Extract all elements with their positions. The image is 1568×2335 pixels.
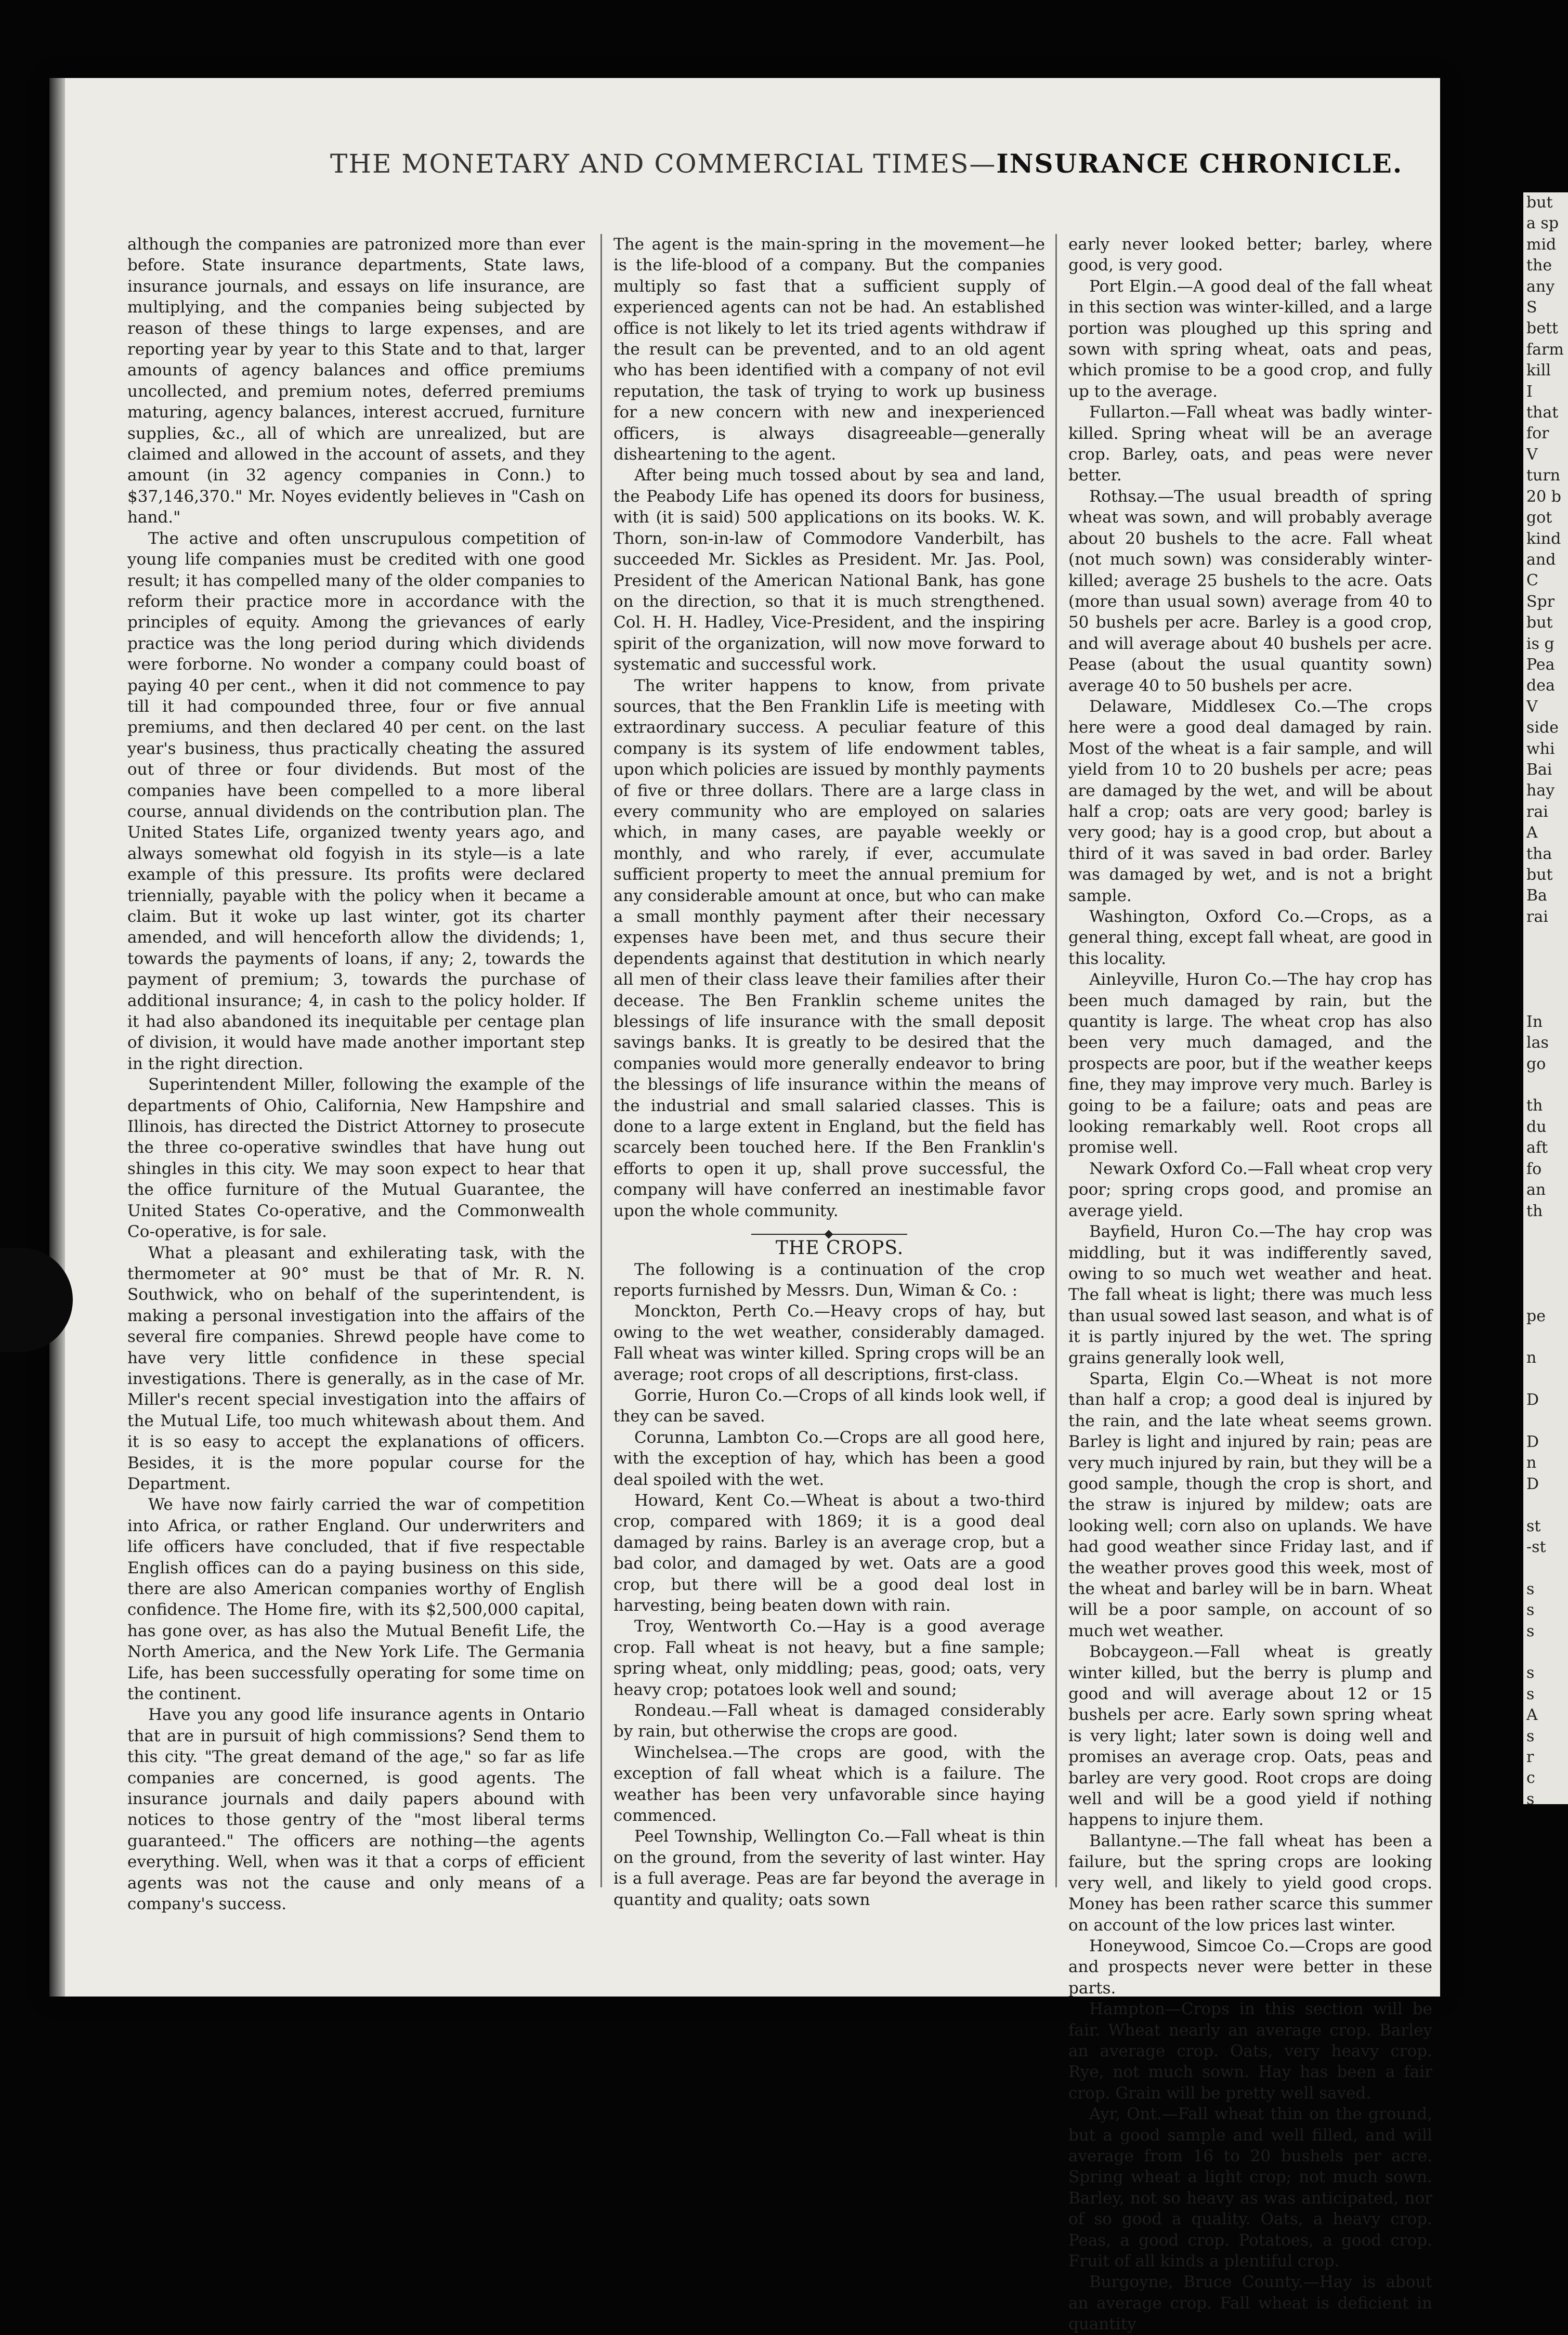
sliver-line: side	[1526, 719, 1559, 737]
sliver-line	[1523, 1243, 1568, 1263]
sliver-line: du	[1526, 1117, 1547, 1136]
sliver-line: D	[1526, 1475, 1539, 1493]
sliver-line: Bai	[1526, 760, 1552, 779]
paragraph: although the companies are patronized more than ever before. State insurance departments, State laws, insurance journals, and essays on life insurance, are multiplying, and the companies being subjected by reason of these things to large expenses, and are reporting year by year to this State and to that, larger amounts of agency balances and office premiums uncollected, and premium notes, deferred premiums maturing, agency balances, interest accrued, furniture supplies, &c., all of which are unrealized, but are claimed and allowed in the account of assets, and they amount (in 32 agency companies in Conn.) to $37,146,370." Mr. Noyes evidently believes in "Cash on hand."	[127, 235, 585, 527]
sliver-line: but	[1526, 866, 1553, 884]
sliver-line: I	[1526, 382, 1533, 401]
sliver-line: tha	[1526, 844, 1552, 863]
sliver-line: farm	[1526, 340, 1564, 359]
column-3	[1068, 234, 1432, 2334]
crop-report: Ayr, Ont.—Fall wheat thin on the ground, but a good sample and well filled, and will average from 16 to 20 bushels per acre. Spring wheat a light crop; not much sown. Barley, not so heavy as was anticipated, nor of so good a quality. Oats, a heavy crop. Peas, a good crop. Potatoes, a good crop. Fruit of all kinds a plentiful crop.	[1068, 2105, 1432, 2271]
crop-report: Burgoyne, Bruce County.—Hay is about an average crop. Fall wheat is deficient in quantity	[1068, 2273, 1432, 2334]
sliver-line: rai	[1526, 802, 1548, 821]
sliver-line	[1523, 949, 1568, 970]
sliver-line: C	[1526, 571, 1538, 590]
paragraph: What a pleasant and exhilerating task, with the thermometer at 90° must be that of Mr. R. N. Southwick, who on behalf of the superintendent, is making a personal investigation into the affairs of the several fire companies. Shrewd people have come to have very little confidence in these special investigations. There is generally, as in the case of Mr. Miller's recent special investigation into the affairs of the Mutual Life, too much whitewash about them. And it is so easy to accept the explanations of officers. Besides, it is the more popular course for the Department.	[127, 1243, 585, 1493]
sliver-line: mid	[1526, 235, 1557, 254]
paragraph: Superintendent Miller, following the example of the departments of Ohio, California, New Hampshire and Illinois, has directed the District Attorney to prosecute the three co-operative swindles that have hung out shingles in this city. We may soon expect to hear that the office furniture of the Mutual Guarantee, the United States Co-operative, and the Commonwealth Co-operative, is for sale.	[127, 1075, 585, 1242]
sliver-line: D	[1526, 1391, 1539, 1410]
sliver-line: fo	[1526, 1159, 1542, 1178]
sliver-line: hay	[1526, 781, 1555, 800]
sliver-line: pe	[1526, 1307, 1546, 1325]
sliver-line: but	[1526, 614, 1553, 632]
sliver-line: st	[1526, 1517, 1541, 1535]
sliver-line: V	[1526, 445, 1538, 464]
paragraph: The active and often unscrupulous competition of young life companies must be credited with one good result; it has compelled many of the older companies to reform their practice more in accordance with the principles of equity. Among the grievances of early practice was the long period during which dividends were forborne. No wonder a company could boast of paying 40 per cent., when it did not commence to pay till it had compounded three, four or five annual premiums, and then declared 40 per cent. on the last year's business, thus practically cheating the assured out of three or four dividends. But most of the companies have been compelled to a more liberal course, annual dividends on the contribution plan. The United States Life, organized twenty years ago, and always somewhat old fogyish in its style—is a late example of this pressure. Its profits were declared triennially, payable with the policy when it became a claim. But it woke up last winter, got its charter amended, and will henceforth allow the dividends; 1, towards the payments of loans, if any; 2, towards the payment of premium; 3, towards the purchase of additional insurance; 4, in cash to the policy holder. If it had also abandoned its inequitable per centage plan of division, it would have made another important step in the right direction.	[127, 529, 585, 1073]
sliver-line: kill	[1526, 361, 1551, 380]
section-title: THE CROPS.	[775, 1237, 904, 1259]
crop-report: Bayfield, Huron Co.—The hay crop was middling, but it was indifferently saved, owing to so much wet weather and heat. The fall wheat is light; there was much less than usual sowed last season, and what is of it is partly injured by the wet. The spring grains generally look well,	[1068, 1222, 1432, 1367]
column-rule-1	[600, 234, 602, 1887]
crop-report: Howard, Kent Co.—Wheat is about a two-third crop, compared with 1869; it is a good deal damaged by rains. Barley is an average crop, but a bad color, and damaged by wet. Oats are a good crop, but there will be a good deal lost in harvesting, being beaten down with rain.	[613, 1491, 1045, 1615]
sliver-line: s	[1526, 1790, 1535, 1808]
sliver-line	[1523, 1285, 1568, 1306]
sliver-line: aft	[1526, 1139, 1548, 1157]
crop-report: Port Elgin.—A good deal of the fall wheat in this section was winter-killed, and a large portion was ploughed up this spring and sown with spring wheat, oats and peas, which promise to be a good crop, and fully up to the average.	[1068, 277, 1432, 401]
crop-report: Bobcaygeon.—Fall wheat is greatly winter killed, but the berry is plump and good and will average about 12 or 15 bushels per acre. Early sown spring wheat is very light; later sown is doing well and promises an average crop. Oats, peas and barley are very good. Root crops are doing well and will be a good yield if nothing happens to injure them.	[1068, 1642, 1432, 1830]
sliver-line	[1523, 1264, 1568, 1285]
paragraph: The writer happens to know, from private sources, that the Ben Franklin Life is meeting with extraordinary success. A peculiar feature of this company is its system of life endowment tables, upon which policies are issued by monthly payments of five or three dollars. There are a large class in every community who are employed on salaries which, in many cases, are payable weekly or monthly, and who rarely, if ever, accumulate sufficient property to meet the annual premium for any considerable amount at once, but who can make a small monthly payment after their necessary expenses have been met, and thus secure their dependents against that destitution in which nearly all men of their class leave their families after their decease. The Ben Franklin scheme unites the blessings of life insurance with the small deposit savings banks. It is greatly to be desired that the companies would more generally endeavor to bring the blessings of life insurance within the means of the industrial and small salaried classes. This is done to a large extent in England, but the field has scarcely been touched here. If the Ben Franklin's efforts to open it up, shall prove successful, the company will have conferred an inestimable favor upon the whole community.	[613, 676, 1045, 1220]
crop-report: Winchelsea.—The crops are good, with the exception of fall wheat which is a failure. The weather has been very unfavorable since haying commenced.	[613, 1743, 1045, 1825]
sliver-line: whi	[1526, 739, 1555, 758]
crop-report: Delaware, Middlesex Co.—The crops here were a good deal damaged by rain. Most of the wheat is a fair sample, and will yield from 10 to 20 bushels per acre; peas are damaged by the wet, and will be about half a crop; oats are very good; barley is very good; hay is a good crop, but about a third of it was saved in bad order. Barley was damaged by wet, and is not a bright sample.	[1068, 697, 1432, 905]
header-title-right: INSURANCE CHRONICLE.	[996, 148, 1403, 179]
sliver-line: A	[1526, 824, 1538, 842]
sliver-line: -st	[1526, 1538, 1546, 1556]
sliver-line: r	[1526, 1748, 1534, 1767]
sliver-line: for	[1526, 424, 1549, 443]
newspaper-page	[49, 78, 1440, 2334]
crop-report: Rothsay.—The usual breadth of spring wheat was sown, and will probably average about 20 bushels to the acre. Fall wheat (not much sown) was considerably winter-killed; average 25 bushels to the acre. Oats (more than usual sown) average from 40 to 50 bushels per acre. Barley is a good crop, and will average about 40 bushels per acre. Pease (about the usual quantity sown) average 40 to 50 bushels per acre.	[1068, 487, 1432, 695]
crop-report: Rondeau.—Fall wheat is damaged considerably by rain, but otherwise the crops are good.	[613, 1701, 1045, 1741]
sliver-line	[1523, 1369, 1568, 1390]
crop-report: Washington, Oxford Co.—Crops, as a general thing, except fall wheat, are good in this locality.	[1068, 907, 1432, 968]
sliver-line: any	[1526, 277, 1555, 296]
sliver-line	[1523, 1222, 1568, 1243]
sliver-line: In	[1526, 1012, 1543, 1031]
crop-report: Hampton—Crops in this section will be fair. Wheat nearly an average crop. Barley an average crop. Oats, very heavy crop. Rye, not much sown. Hay has been a fair crop. Grain will be pretty well saved.	[1068, 2000, 1432, 2103]
crop-report: Newark Oxford Co.—Fall wheat crop very poor; spring crops good, and promise an average yield.	[1068, 1159, 1432, 1220]
sliver-line: is g	[1526, 634, 1554, 653]
sliver-line: rai	[1526, 907, 1548, 926]
sliver-line: go	[1526, 1054, 1546, 1073]
sliver-line: s	[1526, 1664, 1535, 1682]
sliver-line: and	[1526, 550, 1556, 569]
sliver-line: s	[1526, 1601, 1535, 1620]
page-header	[330, 148, 1403, 179]
paragraph: We have now fairly carried the war of competition into Africa, or rather England. Our underwriters and life officers have concluded, that if five respectable English offices can do a paying business on this side, there are also American companies worthy of English confidence. The Home fire, with its $2,500,000 capital, has gone over, as has also the Mutual Benefit Life, the North America, and the New York Life. The Germania Life, has been successfully operating for some time on the continent.	[127, 1495, 585, 1704]
paragraph: The following is a continuation of the crop reports furnished by Messrs. Dun, Wiman & Co. :	[613, 1260, 1045, 1300]
sliver-line	[1523, 1495, 1568, 1516]
sliver-line: n	[1526, 1454, 1537, 1472]
sliver-line: A	[1526, 1706, 1538, 1725]
sliver-line: th	[1526, 1202, 1543, 1220]
sliver-line	[1523, 1327, 1568, 1348]
sliver-line	[1523, 1642, 1568, 1663]
sliver-line	[1523, 970, 1568, 990]
sliver-line: n	[1526, 1349, 1537, 1367]
paragraph: The agent is the main-spring in the movement—he is the life-blood of a company. But the companies multiply so fast that a sufficient supply of experienced agents can not be had. An established office is not likely to let its tried agents withdraw if the result can be prevented, and to an old agent who has been identified with a company of not evil reputation, the task of trying to work up business for a new concern with new and inexperienced officers, is always disagreeable—generally disheartening to the agent.	[613, 235, 1045, 464]
crop-report: Fullarton.—Fall wheat was badly winter-killed. Spring wheat will be an average crop. Barley, oats, and peas were never better.	[1068, 403, 1432, 485]
sliver-line	[1523, 990, 1568, 1011]
crop-report: Ballantyne.—The fall wheat has been a failure, but the spring crops are looking very well, and likely to yield good crops. Money has been rather scarce this summer on account of the low prices last winter.	[1068, 1831, 1432, 1935]
sliver-line: that	[1526, 403, 1559, 422]
sliver-line: s	[1526, 1622, 1535, 1640]
column-rule-2	[1055, 234, 1057, 1887]
sliver-line: s	[1526, 1685, 1535, 1703]
sliver-line: V	[1526, 697, 1538, 716]
header-title-left: THE MONETARY AND COMMERCIAL TIMES—	[330, 149, 997, 179]
crop-report: Peel Township, Wellington Co.—Fall wheat is thin on the ground, from the severity of last winter. Hay is a full average. Peas are far beyond the average in quantity and quality; oats sown	[613, 1827, 1045, 1909]
sliver-line: S	[1526, 298, 1537, 317]
paragraph: After being much tossed about by sea and land, the Peabody Life has opened its doors for business, with (it is said) 500 applications on its books. W. K. Thorn, son-in-law of Commodore Vanderbilt, has succeeded Mr. Sickles as President. Mr. Jas. Pool, President of the American National Bank, has gone on the direction, so that it is much strengthened. Col. H. H. Hadley, Vice-President, and the inspiring spirit of the organization, will now move forward to systematic and successful work.	[613, 466, 1045, 674]
crop-report: Ainleyville, Huron Co.—The hay crop has been much damaged by rain, but the quantity is large. The wheat crop has also been very much damaged, and the prospects are poor, but if the weather keeps fine, they may improve very much. Barley is going to be a failure; oats and peas are looking remarkably well. Root crops all promise well.	[1068, 970, 1432, 1157]
sliver-line: Pea	[1526, 655, 1555, 674]
adjacent-page-sliver	[1523, 192, 1568, 1808]
column-2	[613, 234, 1045, 1909]
sliver-line: s	[1526, 1727, 1535, 1745]
crop-report: Corunna, Lambton Co.—Crops are all good here, with the exception of hay, which has been a good deal spoiled with the wet.	[613, 1428, 1045, 1489]
sliver-line: an	[1526, 1181, 1546, 1199]
crop-report: early never looked better; barley, where good, is very good.	[1068, 235, 1432, 275]
sliver-line	[1523, 1075, 1568, 1095]
sliver-line: s	[1526, 1580, 1535, 1598]
sliver-line: 20 b	[1526, 487, 1561, 506]
sliver-line: bett	[1526, 319, 1559, 338]
sliver-line: the	[1526, 256, 1552, 275]
sliver-line: Spr	[1526, 592, 1555, 611]
sliver-line: turn	[1526, 466, 1561, 485]
sliver-line: but	[1526, 193, 1553, 212]
sliver-line: th	[1526, 1097, 1543, 1115]
sliver-line: kind	[1526, 529, 1561, 548]
crop-report: Sparta, Elgin Co.—Wheat is not more than half a crop; a good deal is injured by the rain, and the late wheat seems grown. Barley is light and injured by rain; peas are very much injured by rain, but they will be a good sample, though the crop is short, and the straw is injured by mildew; oats are looking well; corn also on uplands. We have had good weather since Friday last, and if the weather proves good this week, most of the wheat and barley will be in barn. Wheat will be a poor sample, on account of so much wet weather.	[1068, 1369, 1432, 1640]
sliver-line: got	[1526, 508, 1552, 527]
column-1	[127, 234, 585, 1914]
sliver-line: D	[1526, 1432, 1539, 1451]
crop-report: Monckton, Perth Co.—Heavy crops of hay, but owing to the wet weather, considerably damaged. Fall wheat was winter killed. Spring crops will be an average; root crops of all descriptions, first-class.	[613, 1302, 1045, 1384]
sliver-line: dea	[1526, 676, 1555, 695]
sliver-line	[1523, 1411, 1568, 1432]
page-spine-shadow	[49, 78, 65, 1997]
sliver-line: Ba	[1526, 886, 1547, 905]
sliver-line	[1523, 928, 1568, 948]
sliver-line: c	[1526, 1769, 1535, 1788]
paragraph: Have you any good life insurance agents in Ontario that are in pursuit of high commissions? Send them to this city. "The great demand of the age," so far as life companies are concerned, is good agents. The insurance journals and daily papers abound with notices to those gentry of the "most liberal terms guaranteed." The officers are nothing—the agents everything. Well, when was it that a corps of efficient agents was not the cause and only means of a company's success.	[127, 1705, 585, 1914]
sliver-line	[1523, 1558, 1568, 1579]
crop-report: Honeywood, Simcoe Co.—Crops are good and prospects never were better in these parts.	[1068, 1936, 1432, 1998]
sliver-line: las	[1526, 1034, 1549, 1052]
crop-report: Gorrie, Huron Co.—Crops of all kinds look well, if they can be saved.	[613, 1386, 1045, 1426]
sliver-line: a sp	[1526, 214, 1559, 233]
crop-report: Troy, Wentworth Co.—Hay is a good average crop. Fall wheat is not heavy, but a fine sample; spring wheat, only middling; peas, good; oats, very heavy crop; potatoes look well and sound;	[613, 1617, 1045, 1699]
section-divider-ornament	[751, 1231, 907, 1238]
